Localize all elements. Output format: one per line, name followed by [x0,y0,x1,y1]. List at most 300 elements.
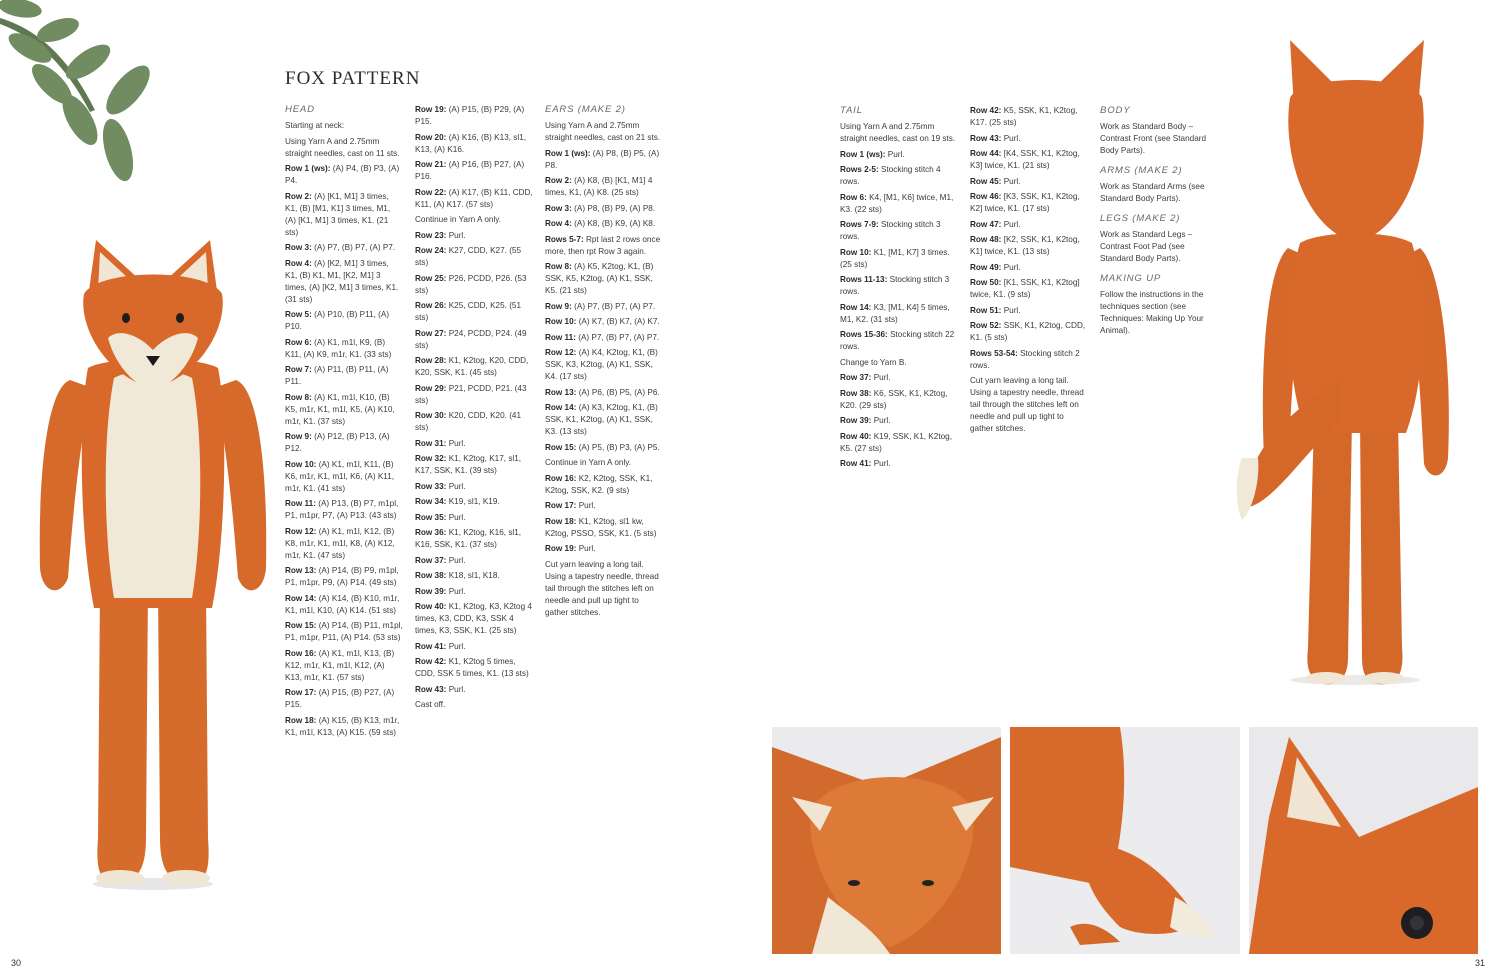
pattern-column-2 [415,104,533,715]
row-instruction: (A) P15, (B) P27, (A) P15. [285,688,395,709]
row-instruction: (A) K15, (B) K13, m1r, K1, m1l, K13, (A) K15. (59 sts) [285,715,400,737]
row-label: Row 34: [415,497,447,506]
section-heading: TAIL [840,105,863,116]
pattern-row [970,176,1088,188]
row-label: Row 11: [545,332,576,342]
pattern-row [545,234,663,258]
pattern-row [840,274,958,298]
pattern-row [415,586,533,598]
row-instruction: K1, K2tog, K17, sl1, K17, SSK, K1. (39 sts) [415,454,522,475]
pattern-row [415,481,533,493]
row-instruction: K27, CDD, K27. (55 sts) [415,246,522,267]
pattern-row [415,555,533,567]
row-label: Row 43: [415,684,447,694]
row-label: Row 30: [415,411,447,420]
row-label: Row 47: [970,219,1002,229]
row-label: Row 27: [415,328,447,338]
row-label: Row 20: [415,132,447,142]
pattern-row [285,648,403,684]
row-instruction: Purl. [448,481,466,491]
pattern-row [415,601,533,637]
section-heading: BODY [1100,105,1131,116]
row-instruction: (A) P13, (B) P7, m1pl, P1, m1pr, P7, (A) P13. (43 sts) [285,499,399,520]
row-label: Row 39: [840,416,872,425]
row-instruction: (A) [K1, M1] 3 times, K1, (B) [M1, K1] 3 times, M1, (A) [K1, M1] 3 times, K1. (21 sts) [285,191,391,237]
row-instruction: Stocking stitch 3 rows. [840,275,950,296]
pattern-row [415,570,533,582]
pattern-row [545,500,663,512]
row-instruction: [K2, SSK, K1, K2tog, K1] twice, K1. (13 sts) [970,235,1080,256]
row-label: Row 8: [285,392,312,402]
row-instruction: K1, K2tog 5 times, CDD, SSK 5 times, K1. (13 sts) [415,657,529,678]
pattern-row [840,192,958,216]
pattern-row [545,148,663,172]
row-label: Row 42: [415,657,447,666]
pattern-row [840,431,958,455]
fox-face-top-detail-photo [772,727,1001,954]
row-label: Row 9: [285,432,312,441]
pattern-row [840,149,958,161]
pattern-row [840,164,958,188]
pattern-title: FOX PATTERN [285,68,421,89]
pattern-row [545,442,663,454]
row-instruction: K1, K2tog, K20, CDD, K20, SSK, K1. (45 sts) [415,356,529,377]
row-label: Row 37: [415,555,447,565]
pattern-row [415,438,533,450]
pattern-row [415,527,533,551]
row-label: Row 7: [285,365,312,374]
row-instruction: P26, PCDD, P26. (53 sts) [415,273,527,295]
pattern-row [415,187,533,211]
row-instruction: Cut yarn leaving a long tail. Using a tapestry needle, thread tail through the stitches left on needle and pull up tight to gather stitches. [545,559,659,617]
row-instruction: Stocking stitch 4 rows. [840,165,941,186]
pattern-row [285,498,403,522]
pattern-column-3 [545,104,663,622]
row-label: Row 37: [840,373,872,382]
row-instruction: Using Yarn A and 2.75mm straight needles, cast on 19 sts. [840,122,956,143]
row-instruction: Purl. [448,684,466,694]
pattern-row [970,191,1088,215]
row-label: Row 26: [415,301,447,310]
row-label: Row 19: [415,105,447,114]
pattern-row [285,715,403,739]
fox-toy-back-photo [1230,38,1470,686]
row-instruction: Purl. [1003,133,1021,143]
fox-tail-detail-photo [1010,727,1240,954]
row-instruction: Purl. [1003,219,1021,229]
pattern-row [545,387,663,399]
pattern-row [545,516,663,540]
row-label: Row 6: [285,337,312,347]
row-label: Row 15: [285,621,317,630]
row-instruction: K4, [M1, K6] twice, M1, K3. (22 sts) [840,192,954,214]
row-label: Row 2: [285,191,312,201]
row-instruction: K19, SSK, K1, K2tog, K5. (27 sts) [840,431,952,453]
row-label: Rows 5-7: [545,234,584,244]
row-instruction: K19, sl1, K19. [448,497,500,506]
pattern-column-5 [970,105,1088,439]
row-instruction: (A) P4, (B) P3, (A) P4. [285,164,400,185]
row-label: Row 14: [545,403,577,412]
section-heading: ARMS (MAKE 2) [1100,165,1183,176]
row-instruction: (A) K1, m1l, K12, (B) K8, m1r, K1, m1l, K8, (A) K12, m1r, K1. (47 sts) [285,526,395,560]
row-instruction: Purl. [887,149,905,159]
pattern-column-4 [840,105,958,474]
row-label: Row 41: [840,459,872,468]
row-label: Row 2: [545,176,572,185]
pattern-row [415,273,533,297]
row-label: Row 16: [545,473,577,483]
row-label: Row 10: [840,247,872,257]
pattern-row [285,136,403,160]
row-label: Row 48: [970,235,1002,244]
row-label: Row 6: [840,192,867,202]
pattern-row [415,699,533,711]
row-instruction: Change to Yarn B. [840,357,907,367]
row-label: Row 18: [285,715,317,725]
row-label: Row 38: [840,388,872,398]
pattern-row [285,593,403,617]
row-instruction: (A) P8, (B) P5, (A) P8. [545,148,660,170]
section-heading: LEGS (MAKE 2) [1100,213,1181,224]
row-label: Row 14: [285,593,317,603]
pattern-row [545,261,663,297]
row-label: Row 52: [970,321,1002,330]
row-label: Row 11: [285,499,316,508]
row-instruction: (A) K7, (B) K7, (A) K7. [578,317,660,326]
pattern-row [970,234,1088,258]
row-instruction: K1, K2tog, K3, K2tog 4 times, K3, CDD, K3, SSK 4 times, K3, SSK, K1. (25 sts) [415,602,532,635]
pattern-row [970,219,1088,231]
pattern-row [545,347,663,383]
row-label: Row 17: [285,688,317,697]
row-instruction: Purl. [578,501,596,510]
row-instruction: (A) K3, K2tog, K1, (B) SSK, K1, K2tog, (A) K1, SSK, K3. (13 sts) [545,403,658,436]
pattern-row [840,458,958,470]
row-label: Row 25: [415,273,447,283]
pattern-row [285,392,403,428]
row-label: Row 17: [545,501,577,510]
row-instruction: (A) P7, (B) P7, (A) P7. [578,332,660,342]
pattern-row [1100,181,1218,205]
row-instruction: (A) K14, (B) K10, m1r, K1, m1l, K10, (A) K14. (51 sts) [285,593,400,615]
row-instruction: (A) P12, (B) P13, (A) P12. [285,432,390,453]
pattern-row [840,329,958,353]
pattern-row [970,348,1088,372]
section-heading: EARS (MAKE 2) [545,104,626,115]
pattern-row [415,230,533,242]
row-instruction: Work as Standard Legs – Contrast Foot Pad (see Standard Body Parts). [1100,230,1193,263]
row-label: Row 19: [545,544,577,553]
pattern-row [545,175,663,199]
row-instruction: Purl. [1003,305,1021,315]
row-instruction: Purl. [873,416,891,425]
pattern-row [545,543,663,555]
pattern-row [1100,289,1218,337]
row-instruction: (A) P14, (B) P11, m1pl, P1, m1pr, P11, (A) P14. (53 sts) [285,621,403,642]
pattern-row [285,459,403,495]
row-label: Row 41: [415,641,447,651]
row-label: Row 21: [415,160,447,169]
row-label: Row 10: [285,459,317,469]
row-instruction: Stocking stitch 2 rows. [970,348,1080,370]
pattern-row [415,245,533,269]
pattern-row [545,332,663,344]
row-instruction: (A) K8, (B) [K1, M1] 4 times, K1, (A) K8. (25 sts) [545,176,653,197]
row-instruction: (A) K5, K2tog, K1, (B) SSK, K5, K2tog, (A) K1, SSK, K5. (21 sts) [545,262,654,295]
pattern-row [415,104,533,128]
row-label: Row 40: [840,431,872,441]
pattern-row [285,258,403,306]
row-label: Row 35: [415,512,447,522]
pattern-row [545,402,663,438]
pattern-row [285,120,403,132]
row-instruction: (A) K1, m1l, K10, (B) K5, m1r, K1, m1l, K5, (A) K10, m1r, K1. (37 sts) [285,392,395,426]
row-label: Row 18: [545,516,577,526]
row-instruction: Follow the instructions in the techniques section (see Techniques: Making Up Your Animal). [1100,290,1204,335]
row-label: Row 1 (ws): [840,149,886,159]
row-instruction: Purl. [448,586,466,596]
row-label: Row 16: [285,648,317,658]
pattern-row [415,383,533,407]
row-instruction: Using Yarn A and 2.75mm straight needles, cast on 11 sts. [285,136,400,158]
pattern-row [415,512,533,524]
row-instruction: (A) P11, (B) P11, (A) P11. [285,365,389,386]
row-instruction: Purl. [1003,176,1021,186]
row-instruction: K25, CDD, K25. (51 sts) [415,301,522,322]
pattern-row [415,328,533,352]
pattern-row [545,120,663,144]
row-label: Row 4: [545,219,572,228]
pattern-row [970,133,1088,145]
pattern-row [840,247,958,271]
pattern-row [840,302,958,326]
row-label: Rows 15-36: [840,330,888,339]
row-instruction: (A) P5, (B) P3, (A) P5. [578,442,660,452]
row-instruction: (A) K17, (B) K11, CDD, K11, (A) K17. (57 sts) [415,187,533,209]
page-number-left: 30 [11,958,22,968]
row-label: Row 12: [545,348,577,357]
pattern-row [545,559,663,619]
pattern-row [415,641,533,653]
row-label: Row 36: [415,528,447,537]
row-label: Row 1 (ws): [285,164,331,173]
pattern-row [970,277,1088,301]
fox-toy-front-photo [28,238,278,893]
row-instruction: Purl. [1003,262,1021,272]
row-instruction: Work as Standard Body – Contrast Front (see Standard Body Parts). [1100,122,1207,155]
row-label: Row 33: [415,481,447,491]
row-label: Row 32: [415,454,447,463]
row-instruction: (A) K8, (B) K9, (A) K8. [574,219,656,228]
fox-ear-eye-detail-photo [1249,727,1478,954]
row-instruction: (A) P10, (B) P11, (A) P10. [285,310,390,331]
row-label: Row 43: [970,133,1002,143]
pattern-row [1100,121,1218,157]
pattern-row [840,219,958,243]
pattern-row [840,121,958,145]
row-instruction: Using Yarn A and 2.75mm straight needles, cast on 21 sts. [545,121,661,142]
row-instruction: (A) P15, (B) P29, (A) P15. [415,105,525,126]
row-instruction: Continue in Yarn A only. [415,215,502,224]
row-label: Row 1 (ws): [545,148,591,158]
pattern-row [970,305,1088,317]
row-instruction: Purl. [448,512,466,522]
row-instruction: Purl. [873,373,891,382]
pattern-column-6 [1100,105,1218,341]
row-label: Row 10: [545,317,577,326]
row-instruction: Continue in Yarn A only. [545,458,632,467]
row-instruction: K1, K2tog, K16, sl1, K16, SSK, K1. (37 sts) [415,528,522,549]
row-label: Row 3: [545,203,572,213]
row-instruction: SSK, K1, K2tog, CDD, K1. (5 sts) [970,321,1086,342]
row-instruction: K6, SSK, K1, K2tog, K20. (29 sts) [840,388,948,410]
row-instruction: K1, K2tog, sl1 kw, K2tog, PSSO, SSK, K1. (5 sts) [545,516,657,538]
row-label: Row 15: [545,442,577,452]
pattern-row [970,375,1088,435]
row-instruction: (A) K16, (B) K13, sl1, K13, (A) K16. [415,132,527,154]
page-number-right: 31 [1475,958,1486,968]
row-instruction: [K3, SSK, K1, K2tog, K2] twice, K1. (17 sts) [970,192,1080,213]
pattern-row [285,364,403,388]
row-label: Row 9: [545,301,572,311]
pattern-row [840,388,958,412]
pattern-row [415,214,533,226]
row-instruction: Purl. [448,555,466,565]
row-instruction: Stocking stitch 3 rows. [840,220,941,241]
pattern-row [285,163,403,187]
pattern-row [1100,229,1218,265]
row-label: Row 5: [285,310,312,319]
row-label: Row 49: [970,262,1002,272]
row-instruction: (A) K1, m1l, K11, (B) K6, m1r, K1, m1l, K6, (A) K11, m1r, K1. (41 sts) [285,459,395,493]
row-label: Row 13: [285,566,317,575]
row-instruction: (A) P16, (B) P27, (A) P16. [415,160,525,181]
row-label: Row 38: [415,571,447,580]
row-label: Row 39: [415,586,447,596]
row-instruction: Cut yarn leaving a long tail. Using a tapestry needle, thread tail through the stitches left on needle and pull up tight to gather stitches. [970,376,1084,433]
section-heading: MAKING UP [1100,273,1162,284]
row-instruction: Purl. [873,459,891,468]
row-instruction: P21, PCDD, P21. (43 sts) [415,383,527,405]
row-label: Row 8: [545,262,572,271]
row-label: Row 31: [415,438,447,448]
pattern-row [285,309,403,333]
pattern-row [545,473,663,497]
row-instruction: Rpt last 2 rows once more, then rpt Row 3 again. [545,234,661,256]
pattern-row [840,372,958,384]
row-instruction: [K1, SSK, K1, K2tog] twice, K1. (9 sts) [970,278,1080,299]
pattern-row [285,242,403,254]
row-instruction: Purl. [578,544,596,553]
pattern-row [285,687,403,711]
row-instruction: P24, PCDD, P24. (49 sts) [415,328,527,350]
row-instruction: (A) [K2, M1] 3 times, K1, (B) K1, M1, [K2, M1] 3 times, (A) [K2, M1] 3 times, K1. (31 sts) [285,258,399,304]
row-instruction: Purl. [448,230,466,240]
row-instruction: (A) P7, (B) P7, (A) P7. [574,301,656,311]
row-label: Rows 7-9: [840,220,879,229]
row-instruction: (A) P6, (B) P5, (A) P6. [578,387,660,397]
row-label: Rows 2-5: [840,165,879,174]
row-instruction: Starting at neck: [285,121,345,130]
pattern-row [285,526,403,562]
row-instruction: (A) K1, m1l, K13, (B) K12, m1r, K1, m1l, K12, (A) K13, m1r, K1. (57 sts) [285,648,395,682]
row-instruction: K18, sl1, K18. [448,571,500,580]
row-label: Rows 53-54: [970,348,1018,358]
row-instruction: K2, K2tog, SSK, K1, K2tog, SSK, K2. (9 sts) [545,473,653,495]
row-label: Row 12: [285,526,317,536]
row-label: Row 28: [415,356,447,365]
row-instruction: Work as Standard Arms (see Standard Body Parts). [1100,182,1205,203]
pattern-row [285,191,403,239]
row-instruction: Purl. [448,641,466,651]
pattern-row [415,656,533,680]
pattern-row [285,431,403,455]
row-label: Row 46: [970,192,1002,201]
row-instruction: K1, [M1, K7] 3 times. (25 sts) [840,247,950,269]
row-label: Row 40: [415,602,447,611]
row-instruction: Stocking stitch 22 rows. [840,330,955,351]
pattern-row [415,496,533,508]
pattern-row [970,320,1088,344]
pattern-row [840,357,958,369]
pattern-row [415,355,533,379]
pattern-row [970,105,1088,129]
fern-leaf-illustration [0,0,170,185]
pattern-row [970,262,1088,274]
pattern-row [840,415,958,427]
row-label: Row 42: [970,106,1002,115]
row-label: Row 50: [970,278,1002,287]
row-label: Row 3: [285,243,312,252]
row-label: Row 23: [415,230,447,240]
pattern-row [415,159,533,183]
row-instruction: K5, SSK, K1, K2tog, K17. (25 sts) [970,106,1078,127]
pattern-row [545,301,663,313]
pattern-row [415,410,533,434]
row-instruction: Purl. [448,438,466,448]
pattern-row [285,620,403,644]
row-label: Row 13: [545,387,577,397]
section-heading: HEAD [285,104,315,115]
pattern-column-1 [285,104,403,742]
row-instruction: (A) P7, (B) P7, (A) P7. [314,243,396,252]
row-label: Row 51: [970,305,1002,315]
pattern-row [545,457,663,469]
pattern-row [415,300,533,324]
pattern-row [415,684,533,696]
row-instruction: (A) P8, (B) P9, (A) P8. [574,203,656,213]
row-instruction: [K4, SSK, K1, K2tog, K3] twice, K1. (21 sts) [970,149,1080,170]
row-label: Rows 11-13: [840,275,888,284]
pattern-row [415,453,533,477]
row-label: Row 14: [840,302,872,312]
pattern-row [545,203,663,215]
pattern-row [970,148,1088,172]
row-instruction: (A) K4, K2tog, K1, (B) SSK, K3, K2tog, (A) K1, SSK, K4. (17 sts) [545,348,658,381]
row-instruction: K20, CDD, K20. (41 sts) [415,411,522,432]
row-label: Row 4: [285,258,312,268]
pattern-row [545,218,663,230]
row-instruction: Cast off. [415,700,446,709]
pattern-row [285,337,403,361]
row-label: Row 24: [415,246,447,255]
row-label: Row 22: [415,187,447,197]
row-instruction: K3, [M1, K4] 5 times, M1, K2. (31 sts) [840,302,950,324]
row-label: Row 45: [970,176,1002,186]
row-instruction: (A) K1, m1l, K9, (B) K11, (A) K9, m1r, K1. (33 sts) [285,337,392,359]
pattern-row [545,316,663,328]
